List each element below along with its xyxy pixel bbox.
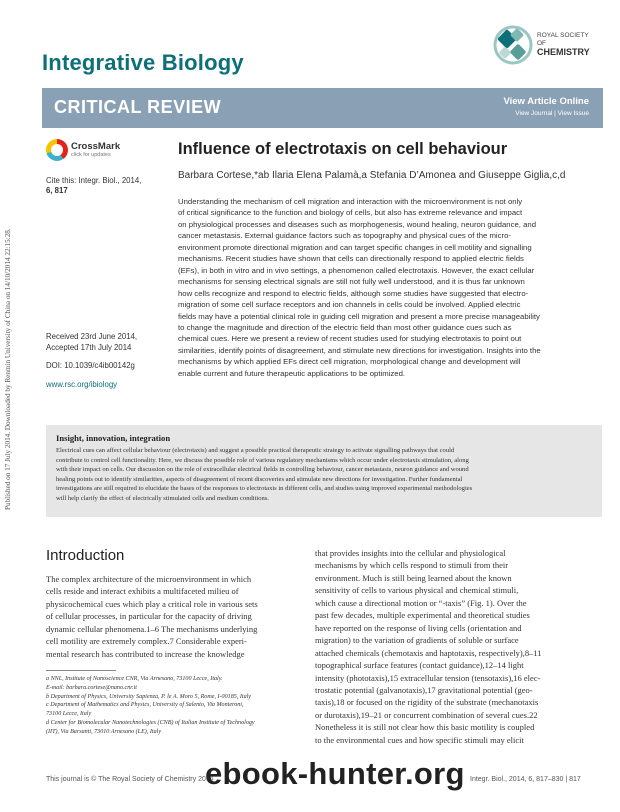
- body-line: sensitivity of cells to various physical and chemical stimuli,: [315, 585, 519, 596]
- footer-page-info: Integr. Biol., 2014, 6, 817–830 | 817: [470, 776, 581, 783]
- abstract-line: cancer metastasis. External guidance factors such as topography and physical cues of the micro-: [178, 231, 511, 241]
- body-line: Nonetheless it is still not clear how this basic motility is coupled: [315, 722, 535, 733]
- body-line: attached chemicals (chemotaxis and haptotaxis, respectively),8–11: [315, 647, 542, 658]
- crossmark-badge[interactable]: [46, 139, 146, 165]
- abstract-line: enable current and future therapeutic applications to be optimized.: [178, 368, 406, 378]
- intro-column-2: [315, 547, 603, 746]
- body-line: have reported on the response of living cells (orientation and: [315, 622, 522, 633]
- body-line: intensity (phototaxis),15 extracellular tension (tensotaxis),16 elec-: [315, 672, 541, 683]
- view-article-online-link[interactable]: View Article Online: [503, 96, 589, 107]
- affiliation-footnotes: [46, 675, 306, 737]
- body-line: physicochemical cues which play a critical role in various sets: [46, 598, 258, 609]
- body-line: topographical surface features (contact guidance),12–14 light: [315, 660, 524, 671]
- abstract-line: Understanding the mechanism of cell migration and interaction with the microenvironment is not only: [178, 197, 523, 206]
- body-line: cells reside and interact exhibits a multifaceted milieu of: [46, 586, 239, 597]
- abstract-line: mechanisms for sensing electrical signals are still not fully well understood, and it is thus far unknown: [178, 277, 525, 287]
- abstract-line: to change the magnitude and direction of the electric field than most other guidance cues such as: [178, 322, 512, 332]
- footnote-line: a NNL, Institute of Nanoscience CNR, Via Arnesano, 73100 Lecce, Italy.: [46, 676, 223, 682]
- insight-text: [56, 446, 592, 503]
- insight-line: contribute to control cell functionality. Here, we discuss the possible role of various regulatory mechanisms which occur under electrotaxis stimulation, along: [56, 456, 469, 464]
- abstract-line: environment promote directional migration and can target specific changes in cell motility and signalling: [178, 242, 532, 252]
- footnote-line: E-mail: barbara.cortese@nano.cnr.it: [46, 684, 137, 691]
- footnote-divider: [46, 670, 116, 671]
- insight-line: Electrical cues can affect cellular behaviour (electrotaxis) and suggest a possible practical therapeutic strategy to activate signalling pathways that could: [56, 447, 455, 454]
- article-title: Influence of electrotaxis on cell behaviour: [178, 140, 508, 158]
- abstract-line: on physiological processes and diseases such as morphogenesis, wound healing, neuron guidance, and: [178, 219, 537, 229]
- crossmark-icon: [46, 139, 68, 161]
- abstract-line: of critical significance to the function and biology of cells, but also has extreme relevance and impact: [178, 208, 523, 218]
- insight-title: Insight, innovation, integration: [56, 433, 171, 443]
- journal-title: Integrative Biology: [42, 50, 244, 75]
- body-line: mechanisms by which cells respond to stimuli from their: [315, 560, 509, 571]
- body-line: trostatic potential (galvanotaxis),17 gravitational potential (geo-: [315, 684, 533, 695]
- abstract-line: fields may have a potential clinical role in guiding cell migration and present a more precise manageability: [178, 311, 540, 321]
- insight-line: will help clarify the effect of electrically stimulated cells and medium conditions.: [56, 494, 269, 502]
- insight-line: investigations are still required to elucidate the bases of the responses to electrotaxis in different cells, and studies using improved experimental methodologies: [56, 485, 473, 492]
- body-line: The complex architecture of the microenvironment in which: [46, 574, 252, 584]
- body-line: that provides insights into the cellular and physiological: [315, 548, 506, 558]
- watermark: ebook-hunter.org: [205, 756, 465, 791]
- body-line: migration) to the variation of gradients of soluble or surface: [315, 635, 519, 646]
- body-line: to the environmental cues and how specific stimuli may elicit: [315, 734, 524, 745]
- citation-info: Cite this: Integr. Biol., 2014, 6, 817: [46, 176, 142, 195]
- footer-copyright: This journal is © The Royal Society of Chemistry 2014: [46, 776, 214, 783]
- view-journal-issue-links[interactable]: View Journal | View Issue: [515, 110, 589, 117]
- body-line: taxis),18 or focused on the rigidity of the substrate (mechanotaxis: [315, 697, 539, 708]
- abstract-line: mechanisms by which applied EFs direct cell migration, morphological change and development will: [178, 357, 521, 367]
- body-line: which cause a directional motion or “-taxis” (Fig. 1). Over the: [315, 597, 527, 608]
- insight-box: [46, 425, 602, 517]
- body-line: environment. Much is still being learned about the known: [315, 572, 512, 583]
- introduction-heading: Introduction: [46, 547, 125, 564]
- footnote-line: c Department of Mathematics and Physics, University of Salento, Via Monteroni,: [46, 702, 244, 709]
- abstract-line: chemical cues. Here we present a review of recent studies used for studying electrotaxis to point out: [178, 334, 522, 344]
- body-line: of cellular processes, in particular for the capacity of driving: [46, 611, 252, 622]
- abstract-line: how cells recognize and respond to electric fields, although some studies have suggested that electro-: [178, 288, 529, 298]
- doi[interactable]: DOI: 10.1039/c4ib00142g: [46, 361, 135, 370]
- insight-line: healing points out to identify similarities, aspects of disagreement of recent discoveries and stimulate new directions for investigation. Further fundamental: [56, 475, 463, 483]
- insight-line: with their impact on cells. Our discussion on the role of extracellular electrical fields in controlling behaviour, cancer metastasis, neuron guidance and wound: [56, 466, 469, 473]
- body-line: cell motility are extremely complex.7 Considerable experi-: [46, 636, 247, 647]
- rsc-emblem-icon: [490, 20, 536, 70]
- footnote-line: b Department of Physics, University Sapienza, P. le A. Moro 5, Rome, I-00185, Italy: [46, 693, 252, 700]
- rsc-logo: [490, 20, 600, 72]
- body-line: past few decades, multiple experimental and theoretical studies: [315, 610, 530, 621]
- section-banner: [42, 88, 603, 128]
- journal-website-link[interactable]: www.rsc.org/ibiology: [46, 380, 118, 389]
- abstract-line: migration of some cell surface receptors and ion channels in cells could be involved. Applied electric: [178, 300, 521, 310]
- received-dates: Received 23rd June 2014, Accepted 17th July 2014: [46, 332, 138, 352]
- body-line: dynamic cellular phenomena.1–6 The mechanisms underlying: [46, 623, 258, 634]
- footnote-line: 73100 Lecce, Italy: [46, 711, 92, 718]
- section-title: CRITICAL REVIEW: [54, 97, 222, 117]
- abstract-line: mechanisms. Recent studies have shown that cells can directionally respond to applied electric fields: [178, 254, 524, 264]
- intro-column-1: [46, 573, 301, 660]
- abstract-line: (EFs), in both in vitro and in vivo settings, a phenomenon called electrotaxis. However, the exact cellular: [178, 265, 535, 275]
- crossmark-label: CrossMark: [71, 141, 121, 152]
- body-line: mental research has contributed to increase the knowledge: [46, 648, 245, 659]
- abstract: [178, 196, 602, 379]
- footnote-line: (IIT), Via Barsanti, 73010 Arnesano (LE), Italy: [46, 728, 162, 735]
- author-list: Barbara Cortese,*ab Ilaria Elena Palamà,a Stefania D’Amonea and Giuseppe Giglia,c,d: [178, 170, 566, 181]
- footnote-line: d Center for Biomolecular Nanotechnologies (CNB) of Italian Institute of Technology: [46, 719, 255, 726]
- abstract-line: similarities, identify points of disagreement, and stimulate new directions for investigation. Insights into the: [178, 345, 541, 355]
- rsc-wordmark: ROYAL SOCIETY OF CHEMISTRY: [537, 32, 590, 57]
- body-line: or durotaxis),19–21 or concurrent combination of several cues.22: [315, 709, 538, 720]
- crossmark-sub: click for updates: [71, 152, 111, 158]
- download-stamp: Published on 17 July 2014. Downloaded by Renmin University of China on 14/10/2014 22:15:28.: [4, 228, 12, 510]
